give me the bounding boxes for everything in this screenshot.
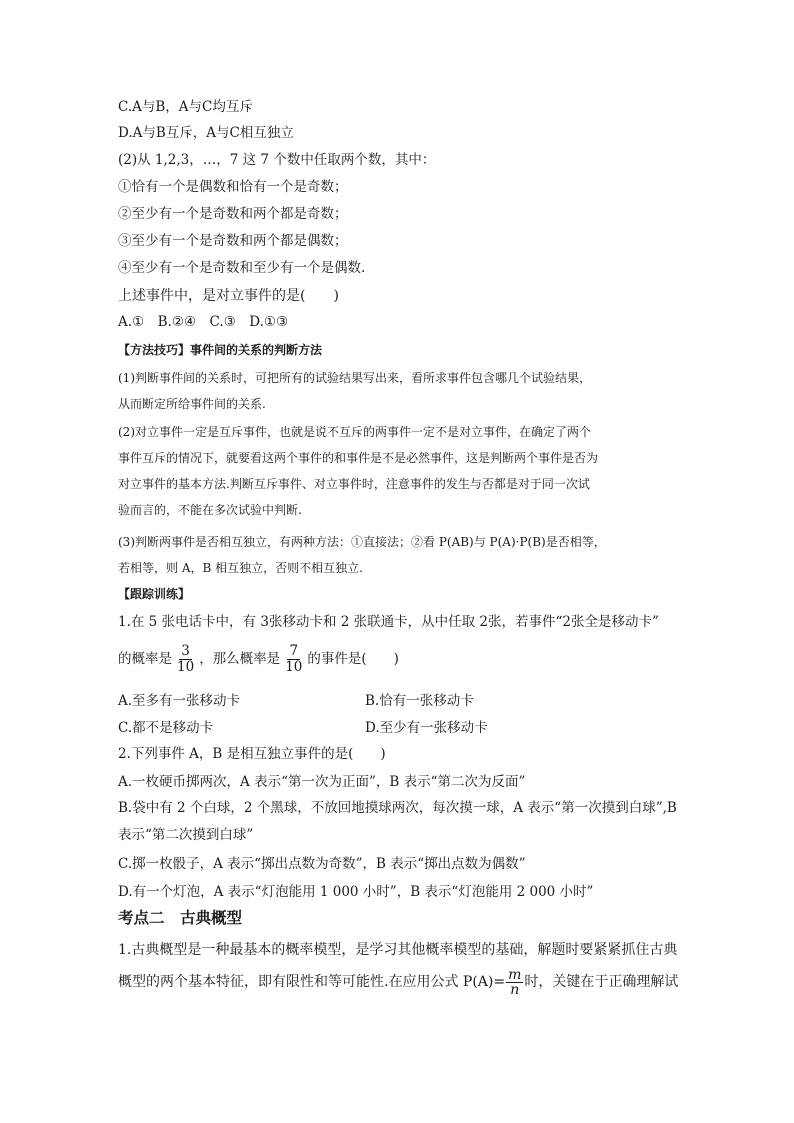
method-line: 对立事件的基本方法.判断互斥事件、对立事件时，注意事件的发生与否都是对于同一次试	[118, 477, 590, 491]
section2-text-a: 概型的两个基本特征，即有限性和等可能性.在应用公式 P(A)=	[118, 974, 506, 990]
fraction-denominator: 10	[285, 659, 303, 675]
practice-q1-text-a: 的概率是	[118, 651, 172, 667]
practice-q2-option-d: D.有一个灯泡，A 表示“灯泡能用 1 000 小时”，B 表示“灯泡能用 2 000 小时”	[118, 884, 594, 900]
fraction-numerator: 7	[289, 643, 299, 659]
method-line: 从而断定所给事件间的关系.	[118, 397, 266, 411]
practice-q1-option-d: D.至少有一张移动卡	[365, 720, 488, 736]
fraction-denominator: n	[510, 981, 520, 998]
option-d: D.A与B互斥，A与C相互独立	[118, 125, 294, 141]
method-line: (1)判断事件间的关系时，可把所有的试验结果写出来，看所求事件包含哪几个试验结果，	[118, 371, 592, 385]
q2-item-2: ②至少有一个是奇数和两个都是奇数；	[118, 206, 348, 222]
fraction-numerator: m	[508, 966, 522, 983]
q2-item-1: ①恰有一个是偶数和恰有一个是奇数；	[118, 179, 348, 195]
practice-q1-line1: 1.在 5 张电话卡中，有 3张移动卡和 2 张联通卡，从中任取 2张，若事件“2张全是移动卡”	[118, 614, 659, 630]
q2-options: A.① B.②④ C.③ D.①③	[118, 314, 289, 330]
practice-q1-text-b: ，那么概率是	[199, 651, 281, 667]
q2-item-4: ④至少有一个是奇数和至少有一个是偶数.	[118, 260, 366, 276]
section2-text-b: 时，关键在于正确理解试	[524, 974, 679, 990]
method-line: 验而言的，不能在多次试验中判断.	[118, 503, 302, 517]
section2-line2	[118, 966, 678, 998]
fraction-denominator: 10	[177, 659, 195, 675]
method-line: (2)对立事件一定是互斥事件，也就是说不互斥的两事件一定不是对立事件，在确定了两个	[118, 425, 592, 439]
q2-question: 上述事件中，是对立事件的是( )	[118, 288, 339, 304]
practice-q2-option-a: A.一枚硬币掷两次，A 表示“第一次为正面”，B 表示“第二次为反面”	[118, 774, 526, 790]
practice-q2-stem: 2.下列事件 A，B 是相互独立事件的是( )	[118, 746, 386, 762]
fraction-m-n	[506, 968, 523, 997]
q2-item-3: ③至少有一个是奇数和两个都是偶数；	[118, 233, 348, 249]
practice-q2-option-b: B.袋中有 2 个白球，2 个黑球，不放回地摸球两次，每次摸一球，A 表示“第一次摸到白球”,B	[118, 800, 677, 816]
practice-q1-line2	[118, 643, 399, 675]
fraction-3-10	[175, 644, 196, 675]
practice-title: 【跟踪训练】	[118, 587, 191, 601]
method-title: 【方法技巧】事件间的关系的判断方法	[118, 343, 323, 357]
practice-q1-option-a: A.至多有一张移动卡	[118, 693, 241, 709]
practice-q2-option-b-cont: 表示“第二次摸到白球”	[118, 827, 254, 843]
practice-q1-option-c: C.都不是移动卡	[118, 720, 214, 736]
section2-line1: 1.古典概型是一种最基本的概率模型，是学习其他概率模型的基础，解题时要紧紧抓住古典	[118, 942, 678, 958]
method-line: (3)判断两事件是否相互独立，有两种方法：①直接法；②看 P(AB)与 P(A)·P(B)是否相等，	[118, 535, 606, 549]
practice-q2-option-c: C.掷一枚骰子，A 表示“掷出点数为奇数”，B 表示“掷出点数为偶数”	[118, 856, 526, 872]
section-heading: 考点二 古典概型	[118, 909, 243, 927]
method-line: 事件互斥的情况下，就要看这两个事件的和事件是不是必然事件，这是判断两个事件是否为	[118, 451, 599, 465]
practice-q1-text-c: 的事件是( )	[307, 651, 399, 667]
fraction-numerator: 3	[181, 643, 190, 659]
option-c: C.A与B，A与C均互斥	[118, 99, 253, 115]
method-line: 若相等，则 A，B 相互独立，否则不相互独立.	[118, 561, 363, 575]
practice-q1-option-b: B.恰有一张移动卡	[365, 693, 474, 709]
q2-stem: (2)从 1,2,3，…，7 这 7 个数中任取两个数，其中：	[118, 152, 436, 168]
fraction-7-10	[283, 644, 304, 675]
